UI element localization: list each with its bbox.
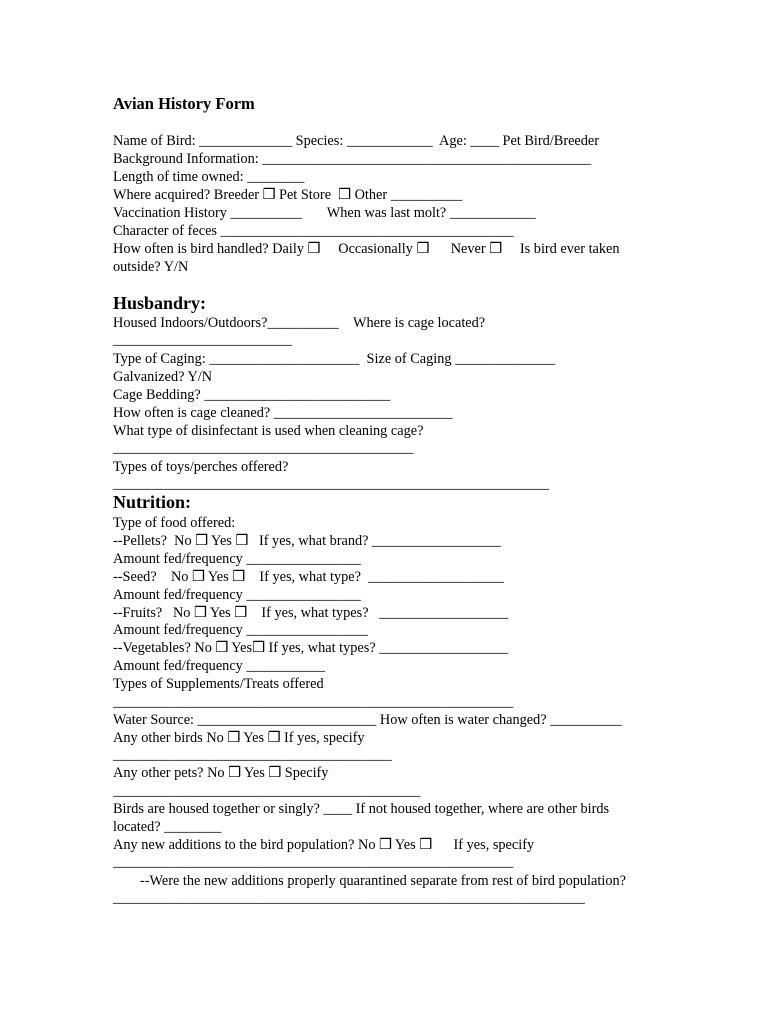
nutrition-heading: Nutrition: bbox=[113, 492, 191, 512]
feces-character-line: Character of feces _________________________________________ bbox=[113, 223, 514, 239]
fruits-line: --Fruits? No ❒ Yes ❒ If yes, what types? __________________ bbox=[113, 605, 508, 621]
fruits-amount-line: Amount fed/frequency _________________ bbox=[113, 622, 368, 638]
seed-amount-line: Amount fed/frequency ________________ bbox=[113, 587, 361, 603]
vegetables-amount-line: Amount fed/frequency ___________ bbox=[113, 658, 326, 674]
new-additions-line: Any new additions to the bird population? No ❒ Yes ❒ If yes, specify bbox=[113, 837, 535, 853]
food-offered-line: Type of food offered: bbox=[113, 515, 236, 531]
length-owned-line: Length of time owned: ________ bbox=[113, 169, 305, 185]
quarantine-blank: __________________________________________________________________ bbox=[113, 890, 585, 906]
vegetables-line: --Vegetables? No ❒ Yes❒ If yes, what types? __________________ bbox=[113, 640, 508, 656]
where-acquired-line: Where acquired? Breeder ❒ Pet Store ❒ Other __________ bbox=[113, 187, 463, 203]
located-line: located? ________ bbox=[113, 819, 222, 835]
other-birds-blank: _______________________________________ bbox=[113, 747, 392, 763]
toys-perches-blank: _____________________________________________________________ bbox=[113, 476, 550, 492]
other-pets-line: Any other pets? No ❒ Yes ❒ Specify bbox=[113, 765, 329, 781]
other-pets-blank: ___________________________________________ bbox=[113, 783, 421, 799]
new-additions-blank: ________________________________________________________ bbox=[113, 854, 514, 870]
seed-line: --Seed? No ❒ Yes ❒ If yes, what type? ___________________ bbox=[113, 569, 504, 585]
galvanized-line: Galvanized? Y/N bbox=[113, 369, 213, 385]
handled-frequency-line: How often is bird handled? Daily ❒ Occasionally ❒ Never ❒ Is bird ever taken bbox=[113, 241, 620, 257]
pellets-amount-line: Amount fed/frequency ________________ bbox=[113, 551, 361, 567]
pellets-line: --Pellets? No ❒ Yes ❒ If yes, what brand? __________________ bbox=[113, 533, 501, 549]
form-title: Avian History Form bbox=[113, 94, 255, 113]
caging-type-size-line: Type of Caging: _____________________ Size of Caging ______________ bbox=[113, 351, 556, 367]
disinfectant-line: What type of disinfectant is used when cleaning cage? bbox=[113, 423, 424, 439]
supplements-blank: ________________________________________________________ bbox=[113, 694, 514, 710]
toys-perches-line: Types of toys/perches offered? bbox=[113, 459, 289, 475]
water-source-line: Water Source: _________________________ How often is water changed? __________ bbox=[113, 712, 622, 728]
background-info-line: Background Information: ______________________________________________ bbox=[113, 151, 592, 167]
disinfectant-blank: __________________________________________ bbox=[113, 440, 414, 456]
housed-together-line: Birds are housed together or singly? ____ If not housed together, where are other birds bbox=[113, 801, 610, 817]
husbandry-heading: Husbandry: bbox=[113, 293, 207, 313]
housed-indoors-line: Housed Indoors/Outdoors?__________ Where is cage located? bbox=[113, 315, 486, 331]
cage-cleaned-line: How often is cage cleaned? _________________________ bbox=[113, 405, 453, 421]
outside-line: outside? Y/N bbox=[113, 259, 189, 275]
vaccination-molt-line: Vaccination History __________ When was last molt? ____________ bbox=[113, 205, 536, 221]
other-birds-line: Any other birds No ❒ Yes ❒ If yes, specify bbox=[113, 730, 365, 746]
name-species-age-line: Name of Bird: _____________ Species: ____________ Age: ____ Pet Bird/Breeder bbox=[113, 133, 600, 149]
cage-bedding-line: Cage Bedding? __________________________ bbox=[113, 387, 391, 403]
quarantine-line: --Were the new additions properly quarantined separate from rest of bird population? bbox=[140, 873, 626, 889]
cage-location-blank: _________________________ bbox=[113, 332, 292, 348]
supplements-line: Types of Supplements/Treats offered bbox=[113, 676, 324, 692]
